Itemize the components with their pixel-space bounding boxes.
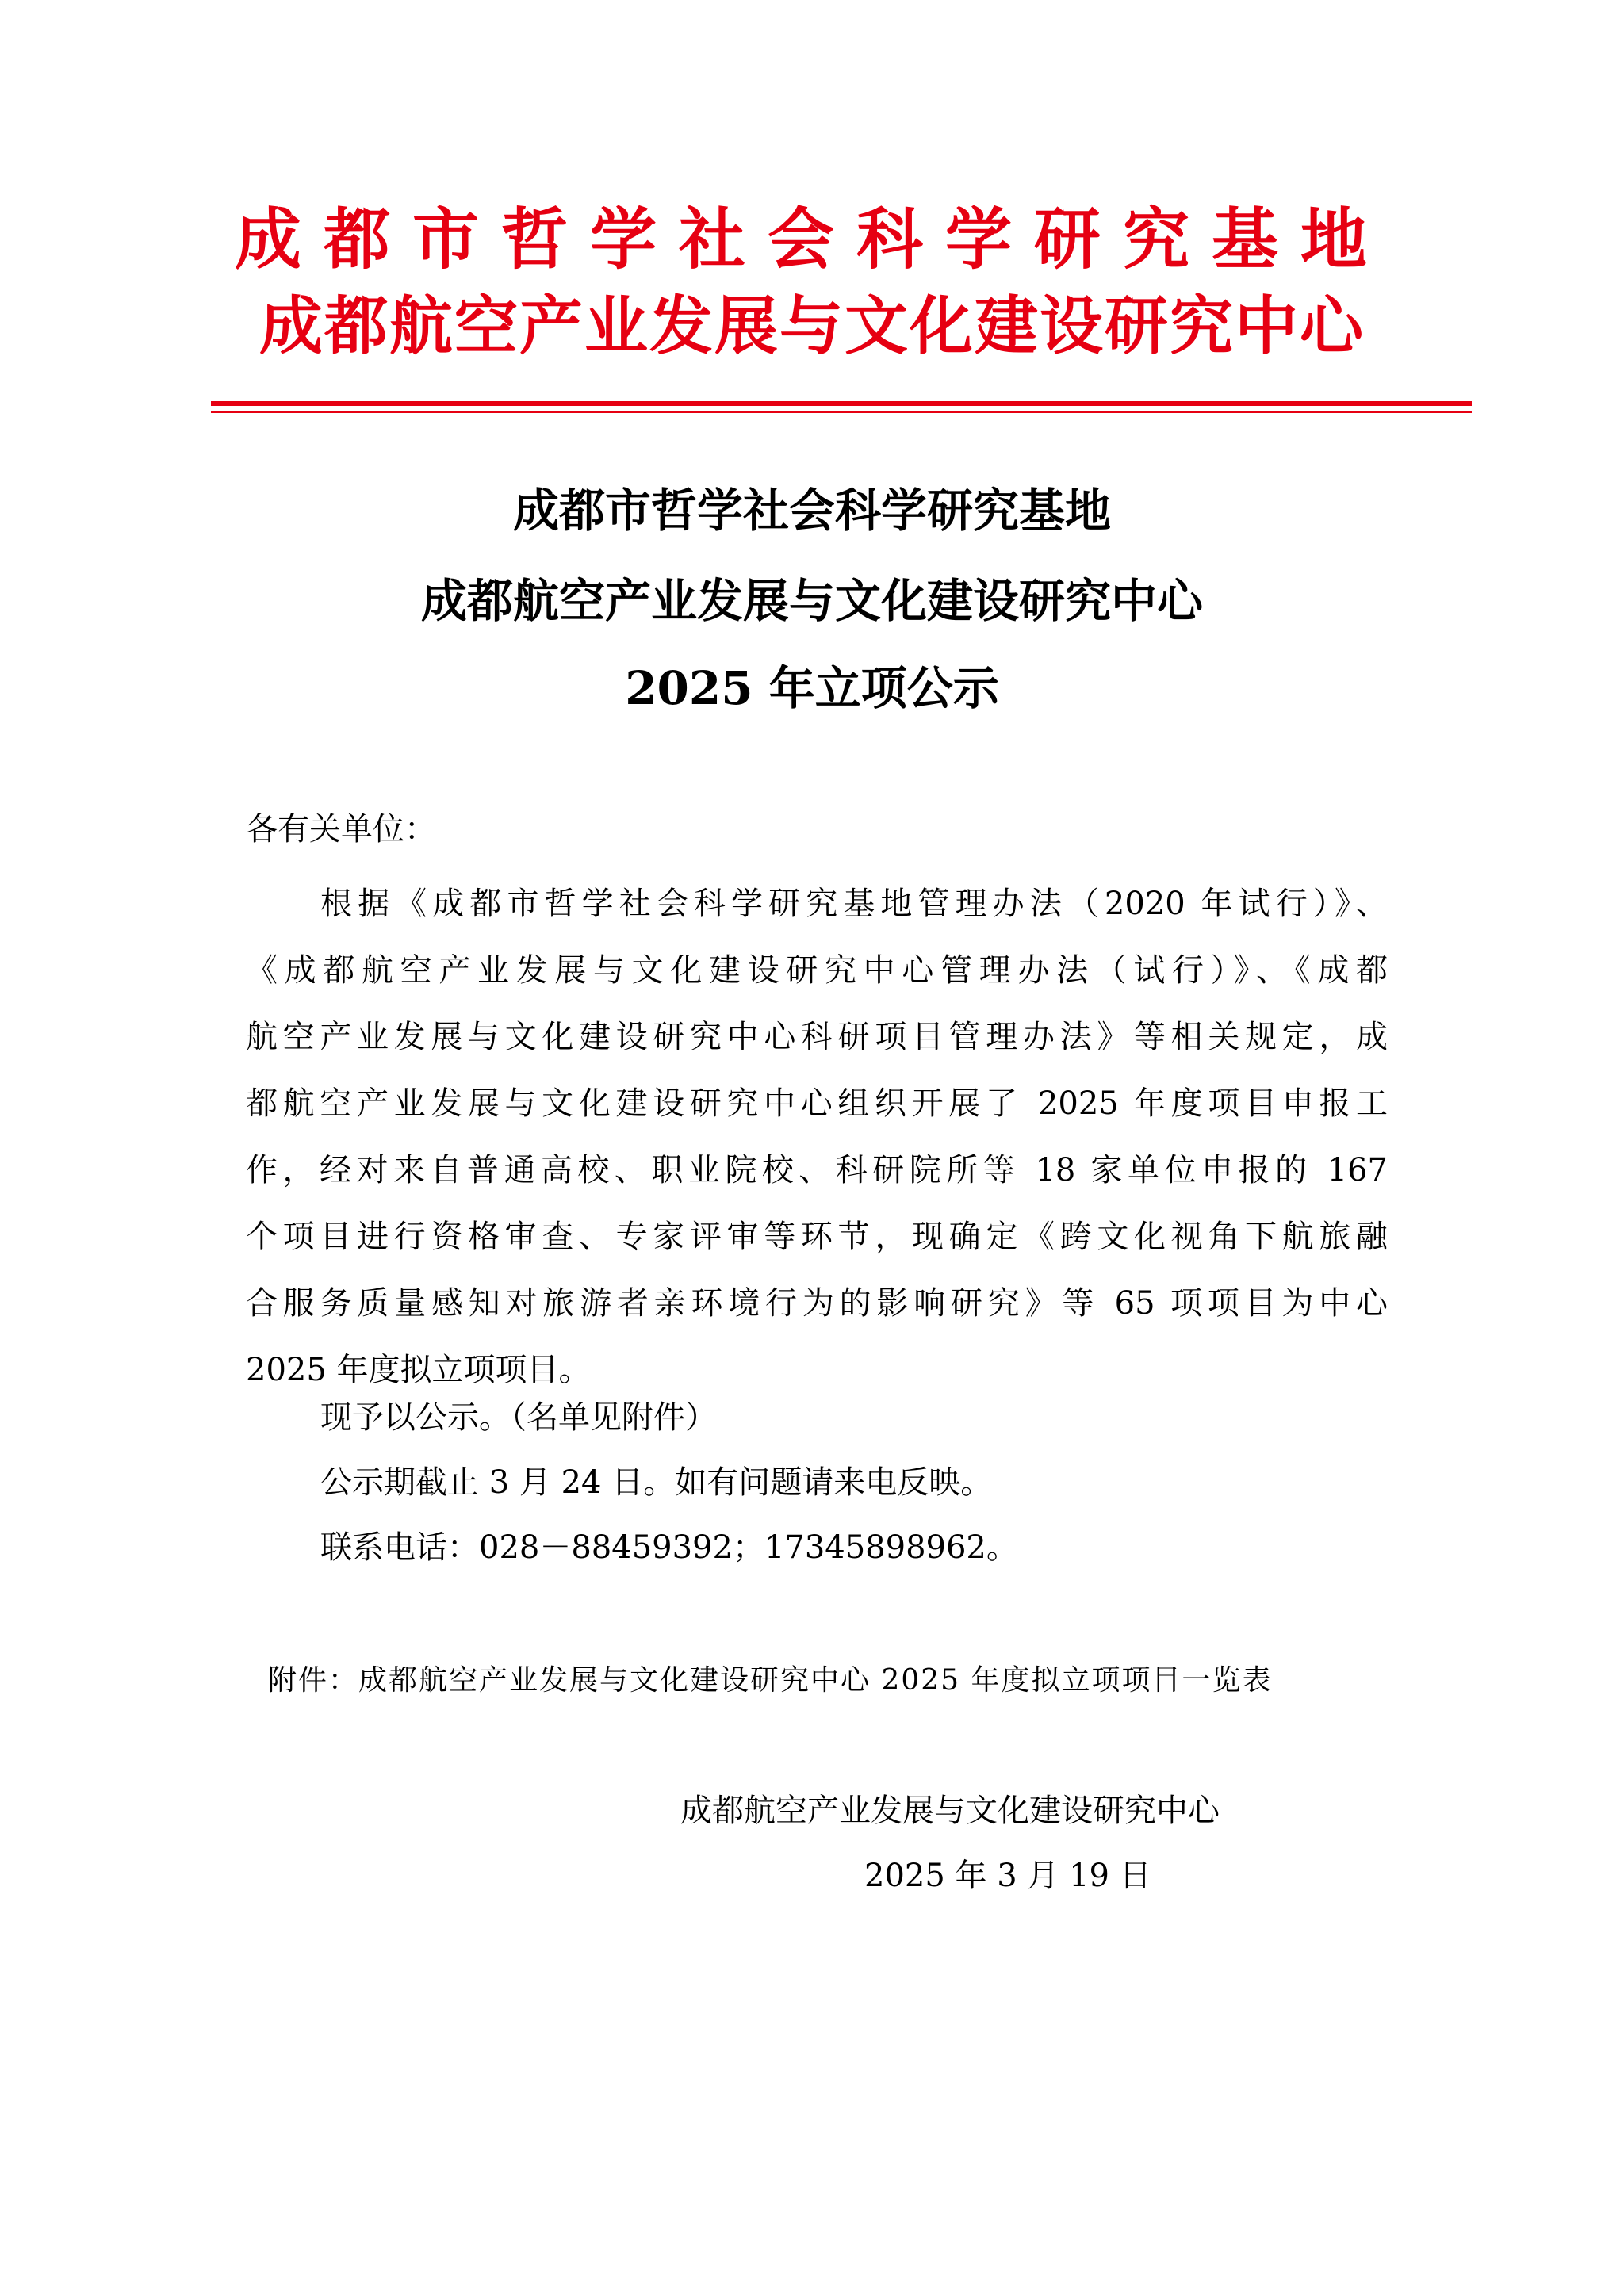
body-line: 都航空产业发展与文化建设研究中心组织开展了 2025 年度项目申报工 [246, 1085, 1388, 1122]
signature-date: 2025 年 3 月 19 日 [864, 1858, 1151, 1894]
letterhead-line-2: 成都航空产业发展与文化建设研究中心 [259, 289, 1365, 363]
document-title-line-3: 2025 年立项公示 [625, 661, 999, 715]
signature-organization: 成都航空产业发展与文化建设研究中心 [680, 1793, 1220, 1829]
body-line: 作，经对来自普通高校、职业院校、科研院所等 18 家单位申报的 167 [246, 1152, 1388, 1188]
document-title-line-2: 成都航空产业发展与文化建设研究中心 [420, 574, 1203, 628]
body-line: 《成都航空产业发展与文化建设研究中心管理办法（试行）》、《成都 [246, 952, 1388, 989]
notice-publication: 现予以公示。（名单见附件） [320, 1399, 717, 1436]
body-line: 合服务质量感知对旅游者亲环境行为的影响研究》等 65 项项目为中心 [246, 1285, 1388, 1322]
attachment-note: 附件：成都航空产业发展与文化建设研究中心 2025 年度拟立项项目一览表 [268, 1664, 1273, 1697]
letterhead-line-1: 成都市哲学社会科学研究基地 [234, 201, 1389, 278]
salutation: 各有关单位： [246, 811, 436, 848]
body-line: 2025 年度拟立项项目。 [246, 1352, 591, 1388]
body-line: 航空产业发展与文化建设研究中心科研项目管理办法》等相关规定，成 [246, 1019, 1388, 1055]
document-title-line-1: 成都市哲学社会科学研究基地 [512, 484, 1111, 538]
letterhead-rule-thick [211, 401, 1472, 406]
body-line: 个项目进行资格审查、专家评审等环节，现确定《跨文化视角下航旅融 [246, 1219, 1388, 1255]
body-line: 根据《成都市哲学社会科学研究基地管理办法（2020 年试行）》、 [320, 886, 1388, 922]
body-paragraph [246, 871, 1388, 1403]
contact-phone: 联系电话：028－88459392；17345898962。 [320, 1529, 1018, 1566]
notice-deadline: 公示期截止 3 月 24 日。如有问题请来电反映。 [320, 1464, 993, 1501]
letterhead-rule-thin [211, 411, 1472, 413]
